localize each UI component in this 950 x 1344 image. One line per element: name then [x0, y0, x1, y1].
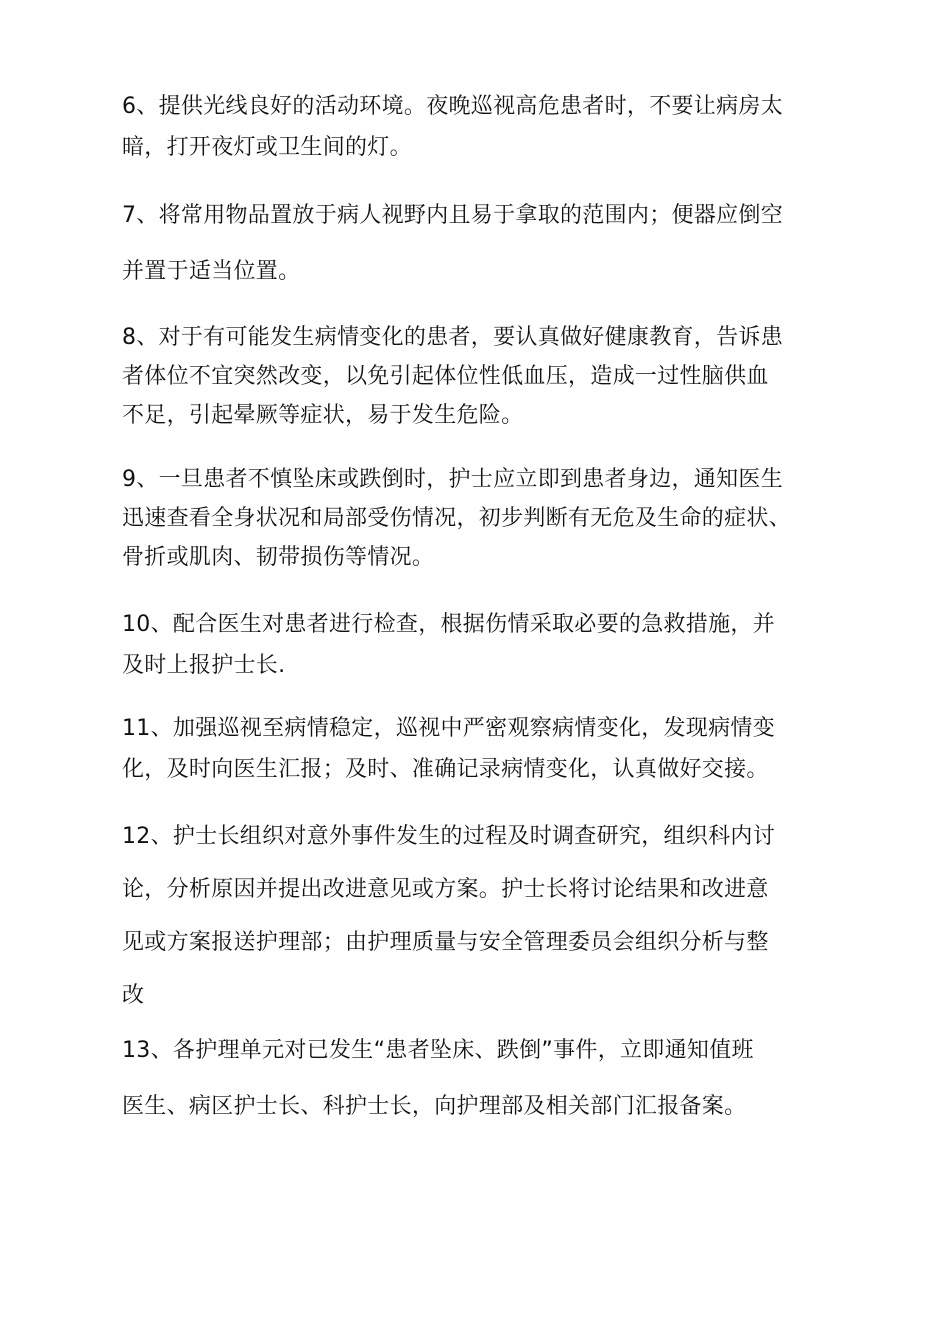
paragraph-line: 12、护士长组织对意外事件发生的过程及时调查研究，组织科内讨	[122, 824, 775, 849]
paragraph-item-8	[122, 318, 828, 435]
paragraph-item-10	[122, 604, 828, 686]
paragraph-item-6	[122, 86, 828, 168]
paragraph-line: 者体位不宜突然改变，以免引起体位性低血压，造成一过性脑供血	[122, 364, 769, 389]
paragraph-item-12	[122, 810, 828, 1022]
paragraph-item-11	[122, 708, 828, 790]
paragraph-line: 化，及时向医生汇报；及时、准确记录病情变化，认真做好交接。	[122, 757, 769, 782]
paragraph-line: 7、将常用物品置放于病人视野内且易于拿取的范围内；便器应倒空	[122, 203, 783, 228]
paragraph-item-13	[122, 1023, 828, 1135]
paragraph-line: 11、加强巡视至病情稳定，巡视中严密观察病情变化，发现病情变	[122, 716, 775, 741]
paragraph-line: 骨折或肌肉、韧带损伤等情况。	[122, 545, 435, 570]
paragraph-line: 改	[122, 983, 145, 1008]
paragraph-line: 医生、病区护士长、科护士长，向护理部及相关部门汇报备案。	[122, 1094, 747, 1119]
paragraph-line: 并置于适当位置。	[122, 259, 301, 284]
paragraph-line: 不足，引起晕厥等症状，易于发生危险。	[122, 403, 524, 428]
paragraph-line: 9、一旦患者不慎坠床或跌倒时，护士应立即到患者身边，通知医生	[122, 467, 783, 492]
paragraph-line: 迅速查看全身状况和局部受伤情况，初步判断有无危及生命的症状、	[122, 506, 792, 531]
paragraph-item-9	[122, 460, 828, 577]
paragraph-line: 及时上报护士长.	[122, 653, 286, 678]
paragraph-line: 暗，打开夜灯或卫生间的灯。	[122, 135, 412, 160]
paragraph-line: 8、对于有可能发生病情变化的患者，要认真做好健康教育，告诉患	[122, 325, 783, 350]
paragraph-line: 13、各护理单元对已发生“患者坠床、跌倒”事件，立即通知值班	[122, 1038, 754, 1063]
paragraph-line: 见或方案报送护理部；由护理质量与安全管理委员会组织分析与整	[122, 930, 769, 955]
paragraph-line: 6、提供光线良好的活动环境。夜晚巡视高危患者时，不要让病房太	[122, 94, 783, 119]
paragraph-line: 10、配合医生对患者进行检查，根据伤情采取必要的急救措施，并	[122, 612, 775, 637]
paragraph-item-7	[122, 188, 828, 300]
paragraph-line: 论，分析原因并提出改进意见或方案。护士长将讨论结果和改进意	[122, 877, 769, 902]
